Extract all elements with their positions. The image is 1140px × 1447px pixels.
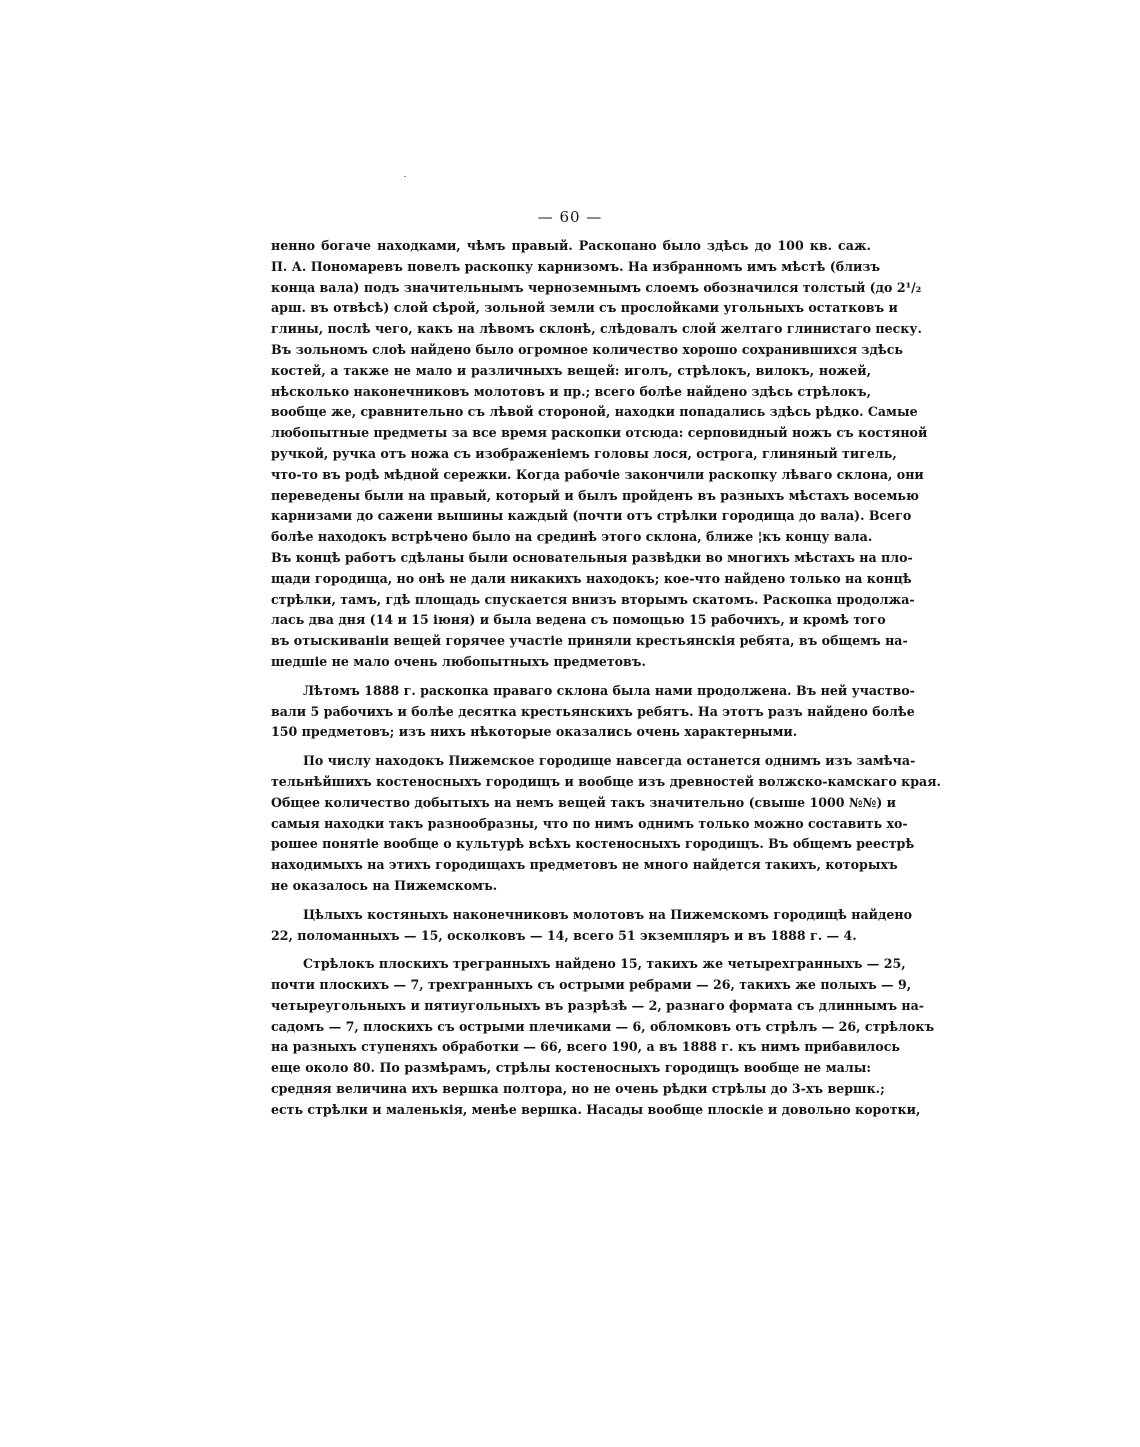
- text-line: конца вала) подъ значительнымъ черноземнымъ слоемъ обозначился толстый (до 2¹/₂: [271, 279, 922, 295]
- text-line: Въ концѣ работъ сдѣланы были основательныя развѣдки во многихъ мѣстахъ на пло-: [271, 549, 913, 565]
- text-line: на разныхъ ступеняхъ обработки — 66, всего 190, а въ 1888 г. къ нимъ прибавилось: [271, 1039, 900, 1055]
- text-line: вообще же, сравнительно съ лѣвой стороной, находки попадались здѣсь рѣдко. Самые: [271, 404, 918, 420]
- text-line: арш. въ отвѣсѣ) слой сѣрой, зольной земли съ прослойками угольныхъ остатковъ и: [271, 300, 898, 316]
- text-line: Лѣтомъ 1888 г. раскопка праваго склона была нами продолжена. Въ ней участво-: [303, 682, 915, 698]
- text-line: четыреугольныхъ и пятиугольныхъ въ разрѣзѣ — 2, разнаго формата съ длиннымъ на-: [271, 997, 924, 1013]
- text-line: стрѣлки, тамъ, гдѣ площадь спускается внизъ вторымъ скатомъ. Раскопка продолжа-: [271, 591, 915, 607]
- text-line: рошее понятіе вообще о культурѣ всѣхъ костеносныхъ городищъ. Въ общемъ реестрѣ: [271, 836, 915, 852]
- text-line: глины, послѣ чего, какъ на лѣвомъ склонѣ, слѣдовалъ слой желтаго глинистаго песку.: [271, 321, 922, 337]
- paragraph: [271, 681, 915, 743]
- text-line: садомъ — 7, плоскихъ съ острыми плечиками — 6, обломковъ отъ стрѣлъ — 26, стрѣлокъ: [271, 1018, 935, 1034]
- text-line: не оказалось на Пижемскомъ.: [271, 877, 498, 893]
- text-line: щади городища, но онѣ не дали никакихъ находокъ; кое-что найдено только на концѣ: [271, 570, 912, 586]
- text-line: Общее количество добытыхъ на немъ вещей такъ значительно (свыше 1000 №№) и: [271, 794, 897, 810]
- text-line: нѣсколько наконечниковъ молотовъ и пр.; всего болѣе найдено здѣсь стрѣлокъ,: [271, 383, 871, 399]
- text-line: почти плоскихъ — 7, трехгранныхъ съ острыми ребрами — 26, такихъ же полыхъ — 9,: [271, 977, 912, 993]
- text-line: въ отыскиваніи вещей горячее участіе приняли крестьянскія ребята, въ общемъ на-: [271, 633, 908, 649]
- text-line: лась два дня (14 и 15 іюня) и была ведена съ помощью 15 рабочихъ, и кромѣ того: [271, 612, 886, 628]
- text-line: тельнѣйшихъ костеносныхъ городищъ и вообще изъ древностей волжско-камскаго края.: [271, 773, 941, 789]
- text-line: есть стрѣлки и маленькія, менѣе вершка. Насады вообще плоскіе и довольно коротки,: [271, 1101, 921, 1117]
- paragraph: [271, 751, 941, 897]
- text-line: Стрѣлокъ плоскихъ трегранныхъ найдено 15, такихъ же четырехгранныхъ — 25,: [303, 956, 906, 972]
- text-line: любопытные предметы за все время раскопки отсюда: серповидный ножъ съ костяной: [271, 425, 928, 441]
- body-text: [271, 236, 941, 1129]
- text-line: еще около 80. По размѣрамъ, стрѣлы костеносныхъ городищъ вообще не малы:: [271, 1060, 871, 1076]
- text-line: 22, поломанныхъ — 15, осколковъ — 14, всего 51 экземпляръ и въ 1888 г. — 4.: [271, 927, 857, 943]
- text-line: 150 предметовъ; изъ нихъ нѣкоторые оказались очень характерными.: [271, 724, 798, 740]
- text-line: ненно богаче находками, чѣмъ правый. Раскопано было здѣсь до 100 кв. саж.: [271, 238, 871, 253]
- text-line: болѣе находокъ встрѣчено было на срединѣ этого склона, ближе ¦къ концу вала.: [271, 529, 873, 545]
- scan-speck: [404, 176, 406, 177]
- paragraph: [271, 905, 913, 947]
- text-line: средняя величина ихъ вершка полтора, но не очень рѣдки стрѣлы до 3-хъ вершк.;: [271, 1081, 885, 1097]
- text-line: По числу находокъ Пижемское городище навсегда останется однимъ изъ замѣча-: [303, 753, 916, 769]
- text-line: находимыхъ на этихъ городищахъ предметовъ не много найдется такихъ, которыхъ: [271, 857, 898, 873]
- text-line: ручкой, ручка отъ ножа съ изображеніемъ головы лося, острога, глиняный тигель,: [271, 445, 897, 461]
- text-line: костей, а также не мало и различныхъ вещей: иголъ, стрѣлокъ, вилокъ, ножей,: [271, 362, 871, 378]
- text-line: вали 5 рабочихъ и болѣе десятка крестьянскихъ ребятъ. На этотъ разъ найдено болѣе: [271, 703, 915, 719]
- paragraph: [271, 236, 928, 673]
- text-line: переведены были на правый, который и былъ пройденъ въ разныхъ мѣстахъ восемью: [271, 487, 919, 503]
- page-number: — 60 —: [537, 208, 603, 226]
- text-line: Цѣлыхъ костяныхъ наконечниковъ молотовъ на Пижемскомъ городищѣ найдено: [303, 906, 913, 922]
- text-line: шедшіе не мало очень любопытныхъ предметовъ.: [271, 653, 646, 669]
- text-line: карнизами до сажени вышины каждый (почти отъ стрѣлки городища до вала). Всего: [271, 508, 912, 524]
- text-line: самыя находки такъ разнообразны, что по нимъ однимъ только можно составить хо-: [271, 815, 908, 831]
- text-line: П. А. Пономаревъ повелъ раскопку карнизомъ. На избранномъ имъ мѣстѣ (близъ: [271, 258, 881, 274]
- text-line: что-то въ родѣ мѣдной сережки. Когда рабочіе закончили раскопку лѣваго склона, они: [271, 466, 924, 482]
- text-line: Въ зольномъ слоѣ найдено было огромное количество хорошо сохранившихся здѣсь: [271, 341, 903, 357]
- paragraph: [271, 954, 935, 1120]
